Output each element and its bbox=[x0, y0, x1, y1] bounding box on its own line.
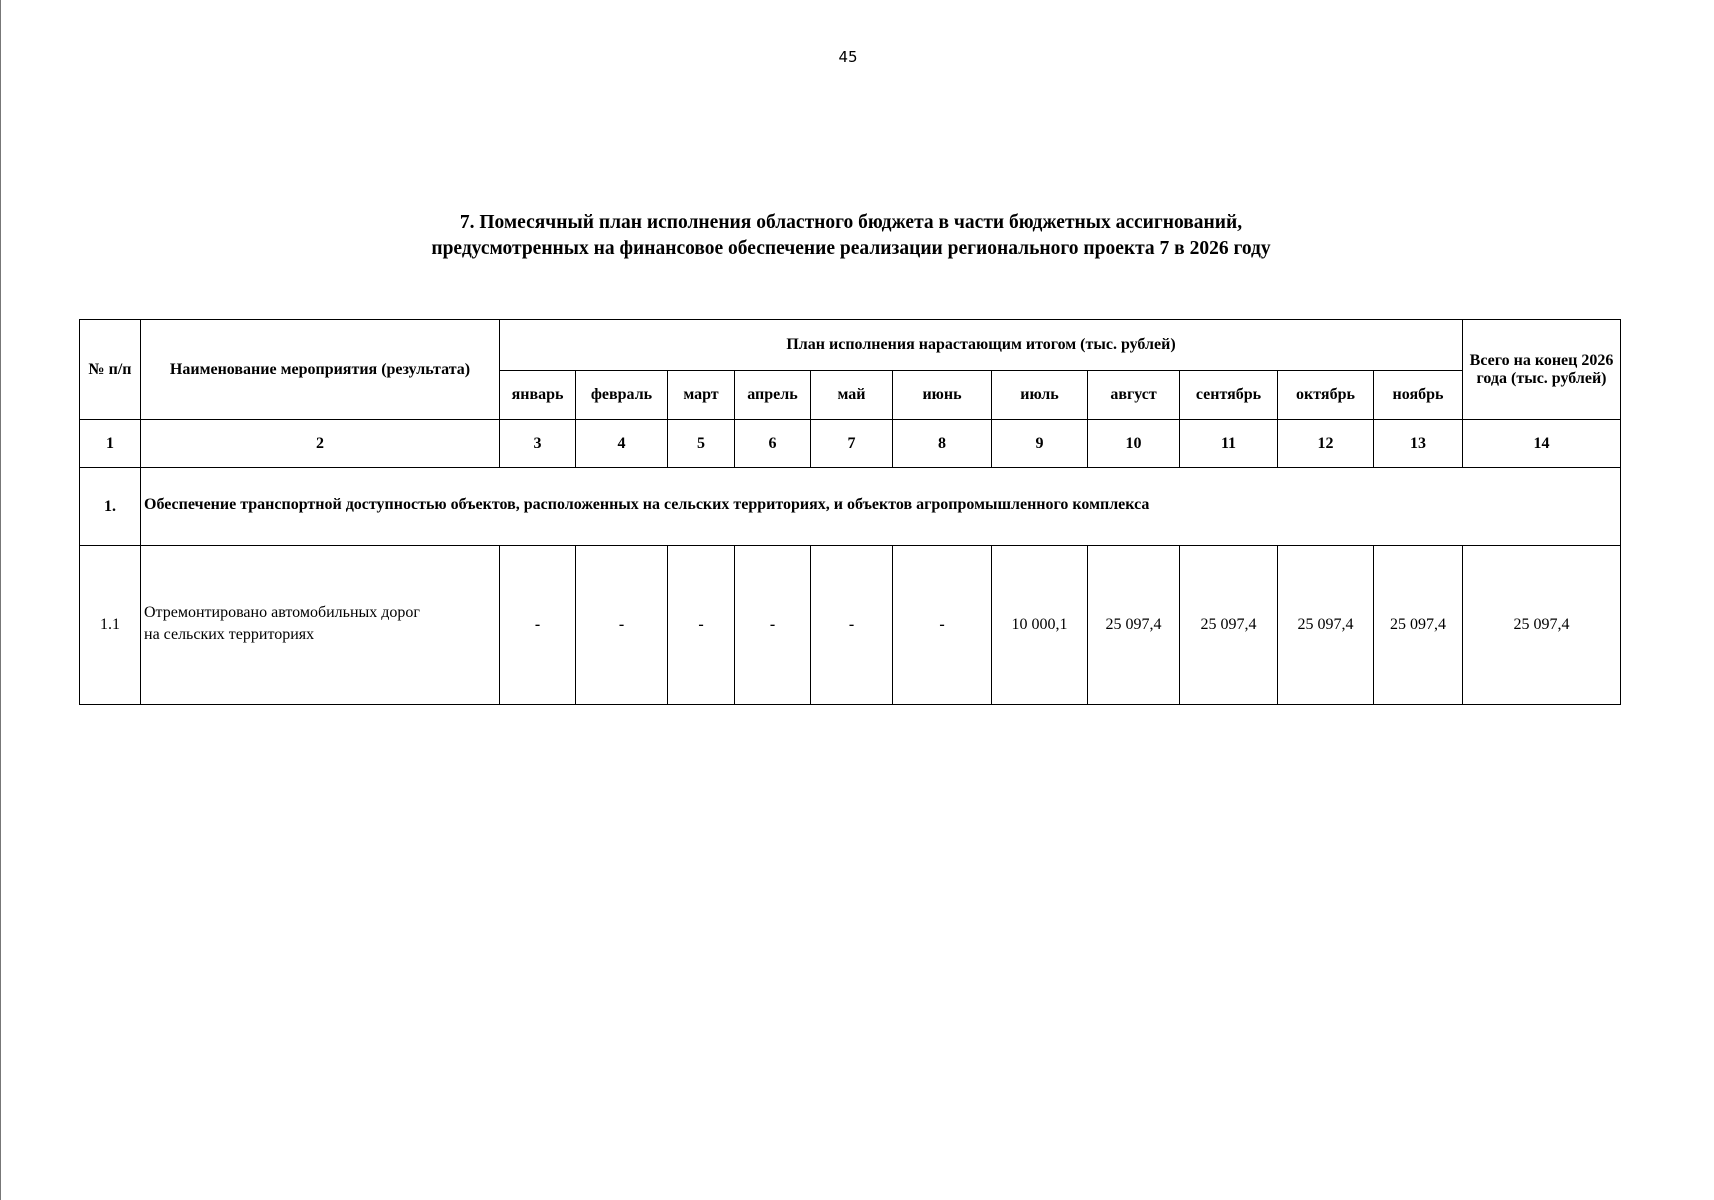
column-number: 9 bbox=[992, 420, 1088, 468]
section-number: 1. bbox=[80, 468, 141, 546]
item-name-line-2: на сельских территориях bbox=[144, 626, 315, 643]
month-value: - bbox=[668, 546, 735, 705]
column-number: 3 bbox=[500, 420, 576, 468]
header-plan-group: План исполнения нарастающим итогом (тыс. рублей) bbox=[500, 320, 1463, 371]
column-number: 7 bbox=[811, 420, 893, 468]
header-month: май bbox=[811, 371, 893, 420]
column-number: 8 bbox=[893, 420, 992, 468]
section-row bbox=[80, 468, 1621, 546]
month-value: - bbox=[500, 546, 576, 705]
header-month: январь bbox=[500, 371, 576, 420]
month-value: - bbox=[811, 546, 893, 705]
header-month: октябрь bbox=[1278, 371, 1374, 420]
column-number: 5 bbox=[668, 420, 735, 468]
month-value: 25 097,4 bbox=[1374, 546, 1463, 705]
header-month: ноябрь bbox=[1374, 371, 1463, 420]
item-total: 25 097,4 bbox=[1463, 546, 1621, 705]
item-number: 1.1 bbox=[80, 546, 141, 705]
section-title: Обеспечение транспортной доступностью объектов, расположенных на сельских территориях, и объектов агропромышленного комплекса bbox=[141, 468, 1621, 546]
column-number: 14 bbox=[1463, 420, 1621, 468]
month-value: 25 097,4 bbox=[1278, 546, 1374, 705]
column-number: 6 bbox=[735, 420, 811, 468]
header-month: июль bbox=[992, 371, 1088, 420]
item-name bbox=[141, 546, 500, 705]
header-month: март bbox=[668, 371, 735, 420]
column-number: 4 bbox=[576, 420, 668, 468]
budget-plan-table bbox=[79, 319, 1621, 705]
title-line-1: 7. Помесячный план исполнения областного бюджета в части бюджетных ассигнований, bbox=[459, 212, 1243, 233]
month-value: 25 097,4 bbox=[1180, 546, 1278, 705]
header-month: сентябрь bbox=[1180, 371, 1278, 420]
column-number: 11 bbox=[1180, 420, 1278, 468]
column-number: 12 bbox=[1278, 420, 1374, 468]
header-month: август bbox=[1088, 371, 1180, 420]
header-row-1 bbox=[80, 320, 1621, 371]
month-value: - bbox=[893, 546, 992, 705]
page-number: 45 bbox=[838, 48, 858, 66]
month-value: 10 000,1 bbox=[992, 546, 1088, 705]
column-number: 13 bbox=[1374, 420, 1463, 468]
header-num: № п/п bbox=[80, 320, 141, 420]
column-number: 2 bbox=[141, 420, 500, 468]
column-numbers-row bbox=[80, 420, 1621, 468]
table-row bbox=[80, 546, 1621, 705]
column-number: 10 bbox=[1088, 420, 1180, 468]
header-month: июнь bbox=[893, 371, 992, 420]
header-name: Наименование мероприятия (результата) bbox=[141, 320, 500, 420]
header-month: февраль bbox=[576, 371, 668, 420]
month-value: - bbox=[576, 546, 668, 705]
header-total: Всего на конец 2026 года (тыс. рублей) bbox=[1463, 320, 1621, 420]
item-name-line-1: Отремонтировано автомобильных дорог bbox=[144, 604, 420, 621]
header-month: апрель bbox=[735, 371, 811, 420]
month-value: 25 097,4 bbox=[1088, 546, 1180, 705]
scan-left-edge bbox=[0, 0, 1, 1200]
title-line-2: предусмотренных на финансовое обеспечение реализации регионального проекта 7 в 2026 году bbox=[431, 238, 1271, 259]
month-value: - bbox=[735, 546, 811, 705]
column-number: 1 bbox=[80, 420, 141, 468]
document-title bbox=[0, 210, 1702, 262]
